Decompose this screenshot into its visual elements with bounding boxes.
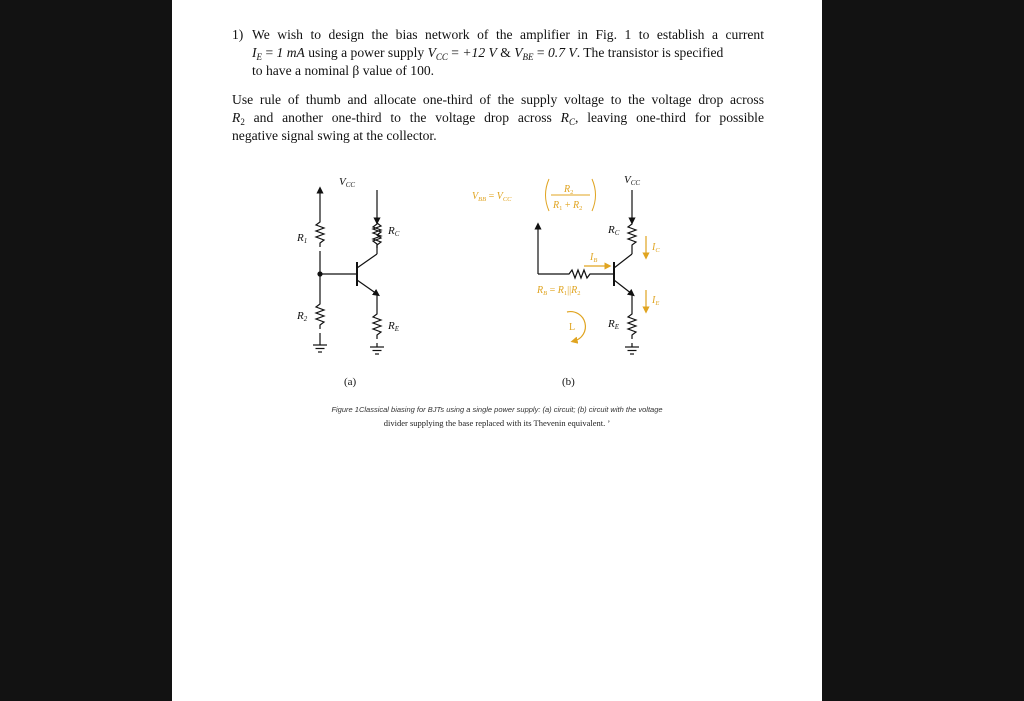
instruction-line-2: $R_2$ and another one-third to the voltage drop across $R_C$, leaving one-third for possible <box>232 110 764 127</box>
circuit-a <box>313 190 384 354</box>
instruction-paragraph <box>232 91 764 145</box>
problem-number: 1) <box>232 27 244 42</box>
ground-symbol-b <box>625 347 639 354</box>
ib-label: $I_B$ <box>590 252 598 264</box>
r1-label: R1 <box>297 232 308 245</box>
rc-label-b: RC <box>608 224 620 237</box>
rb-equation: $R_B = R_1||R_2$ <box>537 285 581 297</box>
problem-line-2: $I_E = 1$ mA using a power supply $V_{CC} = +12$ V & $V_{BE} = 0.7$ V. The transistor is specified <box>252 45 724 62</box>
vbb-equation: $V_{BB} = V_{CC}$ <box>472 191 512 203</box>
re-label-b: RE <box>608 318 620 331</box>
r2-label: R2 <box>297 310 308 323</box>
ground-symbol-a1 <box>313 345 327 352</box>
vbb-fraction-denominator: $R_1 + R_2$ <box>553 200 583 212</box>
ic-label: $I_C$ <box>652 242 660 254</box>
figure-caption-line-1: Figure 1Classical biasing for BJTs using a single power supply: (a) circuit; (b) circuit with the voltage <box>331 405 663 414</box>
caption-b: (b) <box>562 376 575 388</box>
resistor-r2 <box>316 300 324 329</box>
resistor-rc-b <box>628 221 636 248</box>
loop-label: L <box>569 322 576 333</box>
vbb-fraction-numerator: $R_2$ <box>564 184 574 196</box>
instruction-line-3: negative signal swing at the collector. <box>232 128 437 143</box>
resistor-r1 <box>316 218 324 247</box>
problem-line-1: We wish to design the bias network of the amplifier in Fig. 1 to establish a current <box>252 27 764 42</box>
caption-a: (a) <box>344 376 357 388</box>
problem-statement <box>234 26 764 80</box>
circuit-figure <box>172 160 822 430</box>
re-label-a: RE <box>388 320 400 333</box>
resistor-rb <box>565 270 594 278</box>
ground-symbol-a2 <box>370 347 384 354</box>
vcc-label-a: VCC <box>339 176 356 189</box>
resistor-re-b <box>628 310 636 339</box>
rc-label-a: RC <box>388 225 400 238</box>
vcc-label-b: VCC <box>624 174 641 187</box>
ie-label: $I_E$ <box>652 295 660 307</box>
instruction-line-1: Use rule of thumb and allocate one-third of the supply voltage to the voltage drop across <box>232 92 764 107</box>
document-page <box>172 0 822 701</box>
resistor-re-a <box>373 310 381 339</box>
problem-line-3: to have a nominal β value of 100. <box>252 63 435 78</box>
figure-caption-line-2: divider supplying the base replaced with its Thevenin equivalent. ’ <box>383 418 611 428</box>
